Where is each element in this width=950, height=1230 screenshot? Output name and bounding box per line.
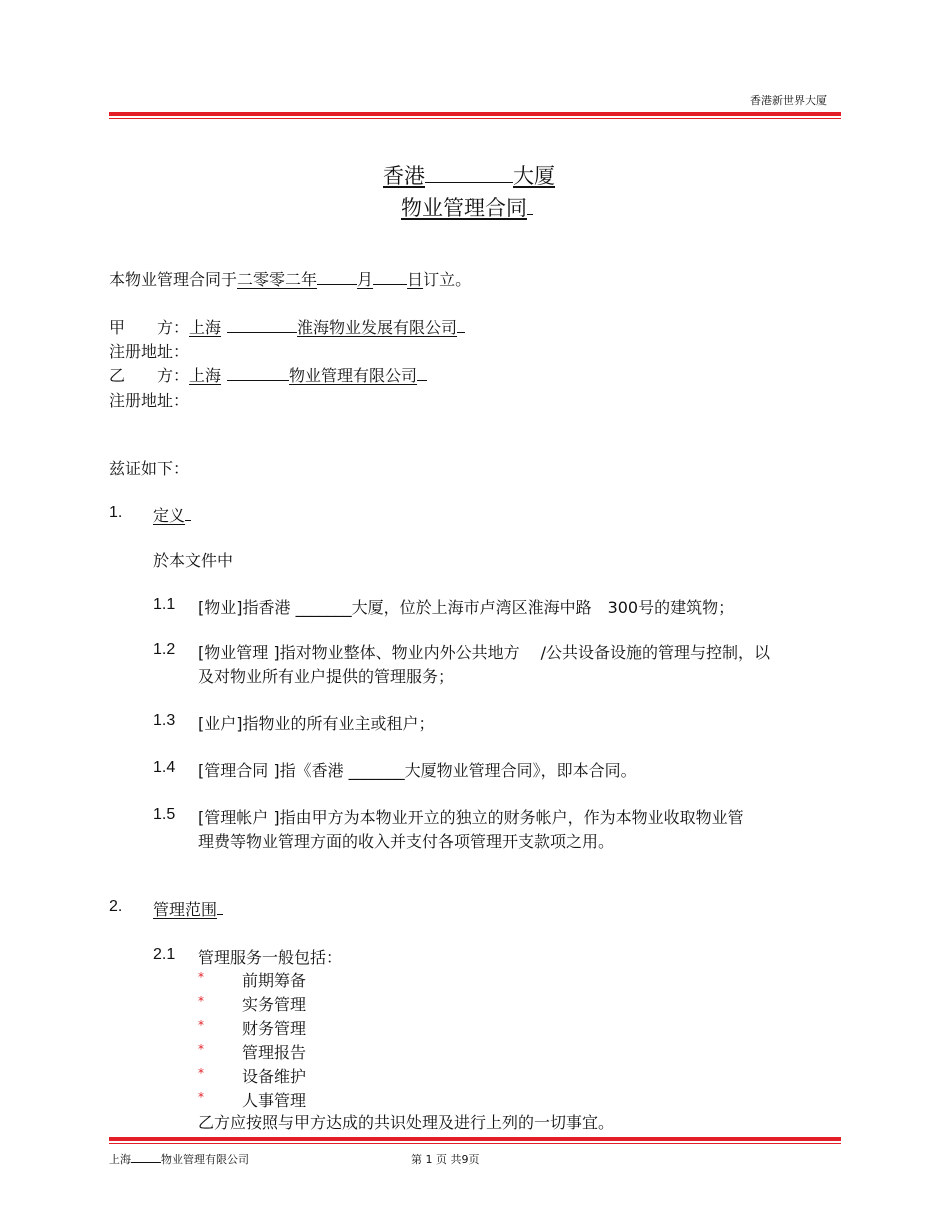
list-item: 前期筹备	[242, 971, 307, 990]
list-item: 管理报告	[242, 1043, 307, 1062]
item-1-5-number: 1.5	[153, 806, 176, 823]
bullet-icon: *	[198, 1018, 204, 1032]
item-1-2-text-line2: 及对物业所有业户提供的管理服务；	[198, 667, 455, 686]
list-item: 设备维护	[242, 1067, 307, 1086]
party-a-label: 甲 方：	[109, 318, 190, 337]
intro-year: 二零零二年	[237, 270, 318, 289]
item-1-3-number: 1.3	[153, 712, 176, 729]
page-title-line1	[383, 160, 555, 190]
party-b-line	[109, 363, 427, 386]
item-2-1-closing: 乙方应按照与甲方达成的共识处理及进行上列的一切事宜。	[198, 1113, 615, 1132]
item-1-4-number: 1.4	[153, 759, 176, 776]
title-part-b: 大厦	[513, 164, 555, 188]
party-a-reg-address: 注册地址：	[109, 342, 190, 361]
list-item: 财务管理	[242, 1019, 307, 1038]
section-1-number: 1.	[109, 504, 123, 521]
footer-page-number: 第 1 页 共9页	[411, 1153, 480, 1166]
footer-rule-thick	[109, 1137, 841, 1141]
bullet-icon: *	[198, 970, 204, 984]
party-b-reg-address: 注册地址：	[109, 391, 190, 410]
title-line2-text: 物业管理合同	[401, 196, 527, 220]
item-1-3-text: [业户]指物业的所有业主或租户；	[198, 714, 435, 733]
intro-line: 本物业管理合同于二零零二年 月 日订立。	[109, 270, 472, 289]
item-1-2-text-line1: [物业管理 ]指对物业整体、物业内外公共地方 /公共设备设施的管理与控制，以	[198, 643, 771, 662]
item-1-5-text-line2: 理费等物业管理方面的收入并支付各项管理开支款项之用。	[198, 832, 615, 851]
list-item: 人事管理	[242, 1091, 307, 1110]
party-b-label: 乙 方：	[109, 366, 190, 385]
section-1-intro: 於本文件中	[153, 551, 234, 570]
bullet-icon: *	[198, 1066, 204, 1080]
item-2-1-text: 管理服务一般包括：	[198, 948, 343, 967]
witness-line: 兹证如下：	[109, 459, 190, 478]
intro-month: 月	[357, 270, 374, 289]
title-blank	[425, 182, 513, 183]
item-1-1-number: 1.1	[153, 596, 176, 613]
party-a-name: 淮海物业发展有限公司	[297, 318, 458, 337]
page-title-line2	[401, 192, 533, 222]
item-1-2-number: 1.2	[153, 641, 176, 658]
item-1-4-text: [管理合同 ]指《香港 _______大厦物业管理合同》，即本合同。	[198, 761, 637, 780]
title-part-a: 香港	[383, 164, 425, 188]
bullet-icon: *	[198, 1042, 204, 1056]
intro-day: 日	[407, 270, 424, 289]
party-b-city: 上海	[189, 366, 222, 385]
section-2-title: 管理范围	[153, 897, 223, 920]
item-1-5-text-line1: [管理帐户 ]指由甲方为本物业开立的独立的财务帐户，作为本物业收取物业管	[198, 808, 744, 827]
party-a-line	[109, 315, 465, 338]
header-rule-thin	[109, 118, 841, 119]
header-rule-thick	[109, 112, 841, 116]
bullet-icon: *	[198, 994, 204, 1008]
footer-rule-thin	[109, 1143, 841, 1144]
party-b-name: 物业管理有限公司	[289, 366, 418, 385]
section-2-number: 2.	[109, 898, 123, 915]
item-2-1-number: 2.1	[153, 946, 176, 963]
bullet-icon: *	[198, 1090, 204, 1104]
header-company-name: 香港新世界大厦	[750, 94, 827, 107]
party-a-city: 上海	[189, 318, 222, 337]
section-1-title: 定义	[153, 503, 191, 526]
item-1-1-text: [物业]指香港 _______大厦，位於上海市卢湾区淮海中路 300号的建筑物；	[198, 598, 735, 617]
list-item: 实务管理	[242, 995, 307, 1014]
footer-company: 上海 物业管理有限公司	[109, 1153, 249, 1166]
